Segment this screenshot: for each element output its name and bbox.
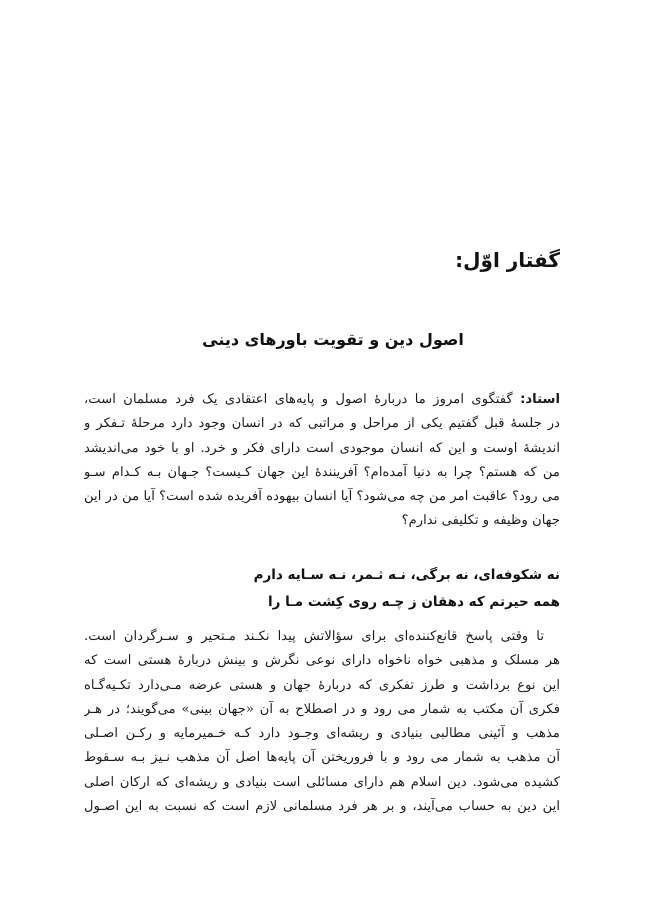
- section-title: اصول دین و تقویت باورهای دینی: [202, 330, 464, 349]
- chapter-title: گفتار اوّل:: [455, 248, 560, 272]
- paragraph-2: [84, 625, 560, 819]
- text-line: می رود؟ عاقبت امر من چه می‌شود؟ آیا انسان بیهوده آفریده شده است؟ آیا من در این: [84, 489, 560, 505]
- text-line: آن مذهب به شمار می رود و با فروریختن آن پایه‌ها اصل آن مذهب نـیز بـه سـقوط: [84, 750, 560, 766]
- text-line: مذهب و آئینی مطالبی بنیادی و ریشه‌ای وجـود دارد کـه خـمیرمایه و رکـن اصـلی: [84, 726, 560, 742]
- text-line: جهان وظیفه و تکلیفی ندارم؟: [401, 513, 560, 529]
- text-line: من که هستم؟ چرا به دنیا آمده‌ام؟ آفرینندۀ این جهان کـیست؟ جـهان بـه کـدام سـو: [84, 464, 560, 480]
- paragraph-1: [84, 388, 560, 534]
- text-span: گفتگوی امروز ما دربارۀ اصول و پایه‌های اعتقادی یک فرد مسلمان است،: [84, 392, 521, 407]
- text-line: این دین به حساب می‌آیند، و بر هر فرد مسلمانی لازم است که نسبت به این اصـول: [84, 799, 560, 815]
- text-line: هر مسلک و مذهبی خواه ناخواه دارای نوعی نگرش و بینش دربارۀ هستی است که: [84, 653, 560, 669]
- text-line: کشیده می‌شود. دین اسلام هم دارای مسائلی است بنیادی و ریشه‌ای که ارکان اصلی: [84, 774, 560, 790]
- text-line: این نوع برداشت و طرز تفکری که دربارۀ جهان و هستی عرضه مـی‌دارد تکـیه‌گـاه: [84, 677, 560, 693]
- text-line: فکری آن مکتب به شمار می رود و در اصطلاح به آن «جهان بینی» می‌گویند؛ در هـر: [84, 701, 560, 717]
- poem-block: [254, 562, 560, 616]
- text-line: [84, 388, 560, 412]
- text-line: در جلسۀ قبل گفتیم یکی از مراحل و مراتبی که در انسان وجود دارد مرحلۀ تـفکر و: [84, 416, 560, 432]
- text-line: اندیشۀ اوست و این که انسان موجودی است دارای فکر و خرد. او با خود می‌اندیشد: [84, 440, 560, 456]
- speaker-label: استاد:: [520, 392, 560, 407]
- poem-verse: نه شکوفه‌ای، نه برگی، نـه ثـمر، نـه سـایه دارم: [253, 567, 560, 583]
- poem-verse: همه حیرتم که دهقان ز چـه روی کِشت مـا را: [268, 594, 560, 610]
- text-line: تا وقتی پاسخ قانع‌کننده‌ای برای سؤالاتش پیدا نکـند مـتحیر و سـرگردان است.: [84, 629, 544, 644]
